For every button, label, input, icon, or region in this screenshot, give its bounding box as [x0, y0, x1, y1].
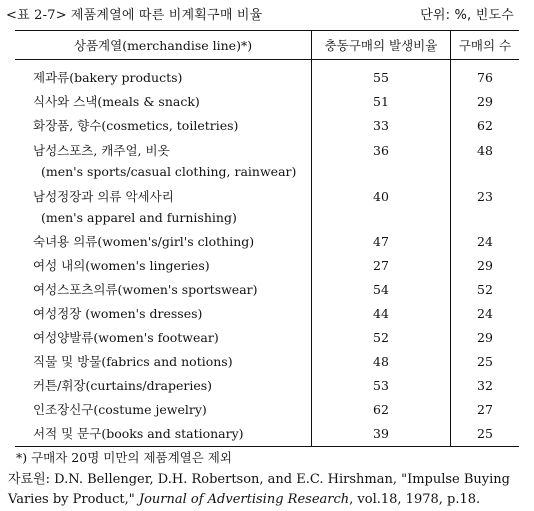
merchandise-cell: 여성정장 (women's dresses)	[33, 306, 203, 321]
table-number: <표 2-7>	[6, 7, 67, 23]
table-row	[15, 254, 519, 278]
count-cell: 24	[451, 230, 520, 254]
merchandise-cell: 여성스포츠의류(women's sportswear)	[33, 282, 258, 297]
rate-cell: 27	[312, 254, 451, 278]
rate-cell: 40	[312, 184, 451, 230]
merchandise-korean: 남성스포츠, 캐주얼, 비옷	[33, 143, 170, 158]
merchandise-korean: 남성정장과 의류 악세사리	[33, 189, 174, 204]
rate-cell: 33	[312, 114, 451, 138]
rate-cell: 48	[312, 350, 451, 374]
merchandise-cell: 인조장신구(costume jewelry)	[33, 402, 207, 417]
count-cell: 23	[451, 184, 520, 230]
merchandise-cell: 제과류(bakery products)	[33, 70, 183, 85]
table-row	[15, 374, 519, 398]
header-merchandise-line: 상품계열(merchandise line)*)	[15, 31, 312, 60]
table-row	[15, 278, 519, 302]
merchandise-cell: 여성양발류(women's footwear)	[33, 330, 219, 345]
source-journal: Journal of Advertising Research	[138, 492, 350, 507]
count-cell: 62	[451, 114, 520, 138]
header-impulse-rate: 충동구매의 발생비율	[312, 31, 451, 60]
table-row	[15, 184, 519, 230]
source-details: , vol.18, 1978, p.18.	[349, 492, 481, 507]
merchandise-cell: 커튼/휘장(curtains/draperies)	[33, 378, 213, 393]
header-row	[15, 31, 519, 60]
rate-cell: 52	[312, 326, 451, 350]
count-cell: 29	[451, 254, 520, 278]
rate-cell: 54	[312, 278, 451, 302]
table-row	[15, 90, 519, 114]
table-row	[15, 326, 519, 350]
table-row	[15, 60, 519, 91]
rate-cell: 47	[312, 230, 451, 254]
merchandise-cell: 숙녀용 의류(women's/girl's clothing)	[33, 234, 255, 249]
table-title: 제품계열에 따른 비계획구매 비율	[70, 7, 263, 23]
count-cell: 32	[451, 374, 520, 398]
count-cell: 27	[451, 398, 520, 422]
table-row	[15, 350, 519, 374]
count-cell: 76	[451, 60, 520, 91]
merchandise-english: (men's apparel and furnishing)	[41, 210, 237, 225]
table-row	[15, 138, 519, 184]
table-row	[15, 230, 519, 254]
rate-cell: 36	[312, 138, 451, 184]
merchandise-cell: 서적 및 문구(books and stationary)	[15, 422, 312, 447]
count-cell: 29	[451, 326, 520, 350]
count-cell: 29	[451, 90, 520, 114]
merchandise-english: (men's sports/casual clothing, rainwear)	[41, 164, 297, 179]
count-cell: 24	[451, 302, 520, 326]
merchandise-cell: 여성 내의(women's lingeries)	[33, 258, 210, 273]
rate-cell: 53	[312, 374, 451, 398]
table-row	[15, 302, 519, 326]
rate-cell: 39	[312, 422, 451, 447]
unit-note: 단위: %, 빈도수	[420, 7, 514, 23]
merchandise-cell	[15, 138, 312, 184]
count-cell: 52	[451, 278, 520, 302]
table-caption	[6, 2, 520, 24]
rate-cell: 62	[312, 398, 451, 422]
rate-cell: 44	[312, 302, 451, 326]
source-text: 자료원: D.N. Bellenger, D.H. Robertson, and E.C. Hirshman, "Impulse Buying Varies by Product,"	[8, 472, 511, 507]
header-purchase-count: 구매의 수	[451, 31, 520, 60]
count-cell: 25	[451, 422, 520, 447]
table-row	[15, 398, 519, 422]
count-cell: 48	[451, 138, 520, 184]
impulse-buying-table	[15, 30, 519, 447]
merchandise-cell: 화장품, 향수(cosmetics, toiletries)	[33, 118, 239, 133]
source-citation	[8, 470, 528, 510]
merchandise-cell	[15, 184, 312, 230]
merchandise-cell: 직물 및 방물(fabrics and notions)	[33, 354, 233, 369]
table-footnote: *) 구매자 20명 미만의 제품계열은 제외	[16, 450, 232, 465]
table-row	[15, 422, 519, 447]
rate-cell: 55	[312, 60, 451, 91]
merchandise-cell: 식사와 스낵(meals & snack)	[33, 94, 200, 109]
count-cell: 25	[451, 350, 520, 374]
table-row	[15, 114, 519, 138]
rate-cell: 51	[312, 90, 451, 114]
